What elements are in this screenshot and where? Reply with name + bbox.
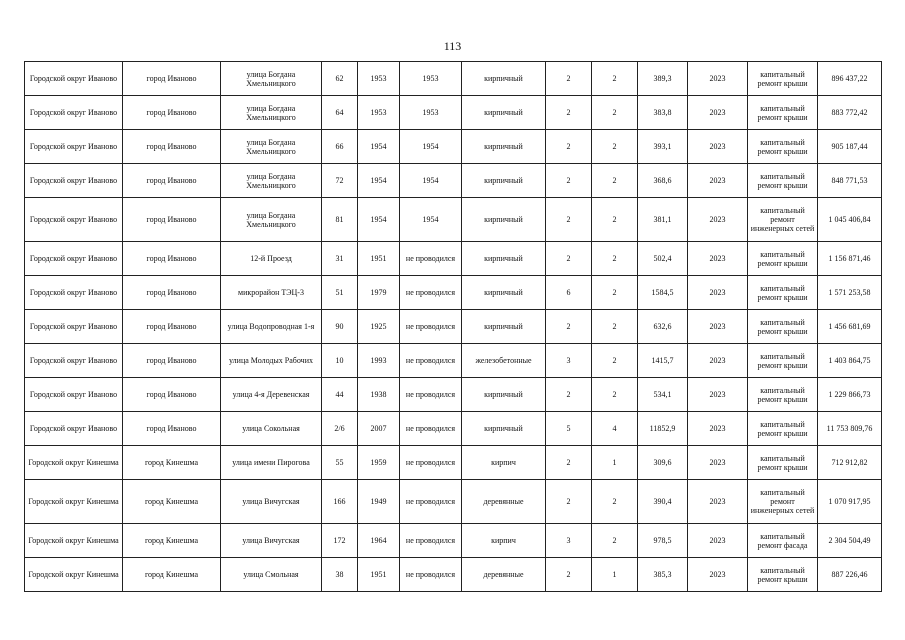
cell-area: 385,3 [638, 558, 688, 592]
cell-work-type: капитальный ремонт крыши [748, 412, 818, 446]
cell-work-type: капитальный ремонт крыши [748, 378, 818, 412]
cell-plan-year: 2023 [688, 62, 748, 96]
cell-house-number: 51 [322, 276, 358, 310]
cell-plan-year: 2023 [688, 96, 748, 130]
cell-work-type: капитальный ремонт крыши [748, 558, 818, 592]
cell-municipality: Городской округ Иваново [25, 378, 123, 412]
cell-work-type: капитальный ремонт фасада [748, 524, 818, 558]
cell-build-year: 1953 [358, 96, 400, 130]
cell-street: улица Молодых Рабочих [221, 344, 322, 378]
cell-last-repair-year: не проводился [400, 412, 462, 446]
cell-entrances: 2 [592, 524, 638, 558]
table-row [25, 62, 882, 96]
cell-floors: 2 [546, 198, 592, 242]
cell-street: микрорайон ТЭЦ-3 [221, 276, 322, 310]
cell-plan-year: 2023 [688, 378, 748, 412]
cell-wall-material: кирпичный [462, 164, 546, 198]
cell-house-number: 64 [322, 96, 358, 130]
cell-work-type: капитальный ремонт крыши [748, 130, 818, 164]
cell-municipality: Городской округ Иваново [25, 412, 123, 446]
table-row [25, 276, 882, 310]
cell-plan-year: 2023 [688, 480, 748, 524]
cell-area: 534,1 [638, 378, 688, 412]
cell-cost: 712 912,82 [818, 446, 882, 480]
cell-plan-year: 2023 [688, 310, 748, 344]
cell-street: улица 4-я Деревенская [221, 378, 322, 412]
cell-last-repair-year: 1954 [400, 130, 462, 164]
cell-cost: 1 070 917,95 [818, 480, 882, 524]
cell-last-repair-year: не проводился [400, 276, 462, 310]
cell-plan-year: 2023 [688, 344, 748, 378]
cell-area: 368,6 [638, 164, 688, 198]
cell-area: 1584,5 [638, 276, 688, 310]
cell-floors: 2 [546, 164, 592, 198]
table-row [25, 446, 882, 480]
cell-area: 978,5 [638, 524, 688, 558]
cell-entrances: 2 [592, 198, 638, 242]
cell-house-number: 66 [322, 130, 358, 164]
cell-plan-year: 2023 [688, 242, 748, 276]
cell-wall-material: кирпичный [462, 412, 546, 446]
cell-last-repair-year: не проводился [400, 480, 462, 524]
cell-plan-year: 2023 [688, 558, 748, 592]
cell-municipality: Городской округ Иваново [25, 198, 123, 242]
cell-cost: 848 771,53 [818, 164, 882, 198]
cell-house-number: 172 [322, 524, 358, 558]
cell-entrances: 2 [592, 96, 638, 130]
cell-cost: 1 045 406,84 [818, 198, 882, 242]
cell-street: улица Водопроводная 1-я [221, 310, 322, 344]
cell-municipality: Городской округ Иваново [25, 96, 123, 130]
cell-settlement: город Иваново [123, 344, 221, 378]
cell-settlement: город Иваново [123, 164, 221, 198]
cell-plan-year: 2023 [688, 412, 748, 446]
cell-house-number: 10 [322, 344, 358, 378]
cell-street: улица Смольная [221, 558, 322, 592]
cell-work-type: капитальный ремонт крыши [748, 164, 818, 198]
cell-municipality: Городской округ Иваново [25, 62, 123, 96]
cell-work-type: капитальный ремонт инженерных сетей [748, 480, 818, 524]
cell-plan-year: 2023 [688, 524, 748, 558]
cell-settlement: город Иваново [123, 412, 221, 446]
cell-house-number: 72 [322, 164, 358, 198]
cell-house-number: 62 [322, 62, 358, 96]
housing-repair-table [24, 61, 882, 592]
cell-cost: 11 753 809,76 [818, 412, 882, 446]
cell-entrances: 2 [592, 310, 638, 344]
cell-settlement: город Кинешма [123, 480, 221, 524]
cell-area: 309,6 [638, 446, 688, 480]
cell-cost: 896 437,22 [818, 62, 882, 96]
cell-wall-material: кирпичный [462, 378, 546, 412]
cell-build-year: 1951 [358, 242, 400, 276]
cell-last-repair-year: 1953 [400, 62, 462, 96]
cell-build-year: 1949 [358, 480, 400, 524]
cell-entrances: 2 [592, 62, 638, 96]
cell-house-number: 2/6 [322, 412, 358, 446]
cell-build-year: 1951 [358, 558, 400, 592]
table-row [25, 96, 882, 130]
cell-entrances: 2 [592, 378, 638, 412]
cell-cost: 1 403 864,75 [818, 344, 882, 378]
cell-area: 393,1 [638, 130, 688, 164]
cell-street: улица Сокольная [221, 412, 322, 446]
cell-floors: 2 [546, 130, 592, 164]
cell-street: улица Богдана Хмельницкого [221, 62, 322, 96]
cell-settlement: город Иваново [123, 310, 221, 344]
cell-last-repair-year: не проводился [400, 310, 462, 344]
table-row [25, 242, 882, 276]
table-row [25, 198, 882, 242]
cell-wall-material: деревянные [462, 558, 546, 592]
cell-cost: 1 156 871,46 [818, 242, 882, 276]
cell-build-year: 1959 [358, 446, 400, 480]
cell-work-type: капитальный ремонт крыши [748, 344, 818, 378]
cell-wall-material: кирпичный [462, 310, 546, 344]
cell-house-number: 166 [322, 480, 358, 524]
cell-floors: 3 [546, 344, 592, 378]
cell-street: 12-й Проезд [221, 242, 322, 276]
cell-area: 381,1 [638, 198, 688, 242]
cell-floors: 5 [546, 412, 592, 446]
cell-municipality: Городской округ Иваново [25, 344, 123, 378]
table-row [25, 378, 882, 412]
cell-build-year: 1938 [358, 378, 400, 412]
cell-house-number: 38 [322, 558, 358, 592]
table-row [25, 524, 882, 558]
cell-entrances: 2 [592, 480, 638, 524]
cell-area: 383,8 [638, 96, 688, 130]
cell-floors: 2 [546, 242, 592, 276]
table-row [25, 480, 882, 524]
cell-floors: 2 [546, 62, 592, 96]
cell-settlement: город Иваново [123, 62, 221, 96]
cell-work-type: капитальный ремонт крыши [748, 310, 818, 344]
cell-cost: 1 456 681,69 [818, 310, 882, 344]
table-row [25, 164, 882, 198]
cell-plan-year: 2023 [688, 198, 748, 242]
cell-house-number: 31 [322, 242, 358, 276]
cell-wall-material: кирпич [462, 446, 546, 480]
cell-wall-material: железобетонные [462, 344, 546, 378]
cell-build-year: 2007 [358, 412, 400, 446]
cell-wall-material: кирпич [462, 524, 546, 558]
cell-build-year: 1964 [358, 524, 400, 558]
cell-settlement: город Иваново [123, 130, 221, 164]
cell-last-repair-year: не проводился [400, 524, 462, 558]
cell-cost: 2 304 504,49 [818, 524, 882, 558]
cell-settlement: город Кинешма [123, 446, 221, 480]
cell-cost: 905 187,44 [818, 130, 882, 164]
cell-municipality: Городской округ Кинешма [25, 558, 123, 592]
cell-cost: 1 229 866,73 [818, 378, 882, 412]
cell-build-year: 1954 [358, 130, 400, 164]
cell-entrances: 2 [592, 130, 638, 164]
cell-cost: 883 772,42 [818, 96, 882, 130]
cell-wall-material: деревянные [462, 480, 546, 524]
cell-work-type: капитальный ремонт крыши [748, 446, 818, 480]
cell-work-type: капитальный ремонт крыши [748, 276, 818, 310]
cell-floors: 3 [546, 524, 592, 558]
cell-plan-year: 2023 [688, 130, 748, 164]
cell-area: 390,4 [638, 480, 688, 524]
cell-entrances: 2 [592, 344, 638, 378]
table-row [25, 412, 882, 446]
cell-municipality: Городской округ Иваново [25, 130, 123, 164]
cell-floors: 2 [546, 96, 592, 130]
cell-settlement: город Кинешма [123, 524, 221, 558]
cell-wall-material: кирпичный [462, 62, 546, 96]
cell-build-year: 1953 [358, 62, 400, 96]
cell-house-number: 55 [322, 446, 358, 480]
cell-wall-material: кирпичный [462, 130, 546, 164]
cell-area: 11852,9 [638, 412, 688, 446]
cell-settlement: город Иваново [123, 96, 221, 130]
cell-municipality: Городской округ Кинешма [25, 446, 123, 480]
cell-area: 502,4 [638, 242, 688, 276]
cell-build-year: 1925 [358, 310, 400, 344]
cell-last-repair-year: 1953 [400, 96, 462, 130]
cell-wall-material: кирпичный [462, 276, 546, 310]
cell-entrances: 4 [592, 412, 638, 446]
cell-entrances: 1 [592, 446, 638, 480]
cell-cost: 887 226,46 [818, 558, 882, 592]
cell-wall-material: кирпичный [462, 242, 546, 276]
cell-municipality: Городской округ Кинешма [25, 524, 123, 558]
cell-floors: 6 [546, 276, 592, 310]
cell-floors: 2 [546, 310, 592, 344]
cell-street: улица Вичугская [221, 480, 322, 524]
cell-floors: 2 [546, 480, 592, 524]
cell-last-repair-year: не проводился [400, 242, 462, 276]
cell-cost: 1 571 253,58 [818, 276, 882, 310]
cell-settlement: город Иваново [123, 378, 221, 412]
table-row [25, 344, 882, 378]
cell-last-repair-year: 1954 [400, 164, 462, 198]
table-row [25, 310, 882, 344]
cell-area: 389,3 [638, 62, 688, 96]
cell-entrances: 2 [592, 242, 638, 276]
cell-wall-material: кирпичный [462, 198, 546, 242]
cell-build-year: 1954 [358, 198, 400, 242]
cell-municipality: Городской округ Иваново [25, 276, 123, 310]
cell-last-repair-year: 1954 [400, 198, 462, 242]
cell-settlement: город Иваново [123, 242, 221, 276]
cell-work-type: капитальный ремонт крыши [748, 62, 818, 96]
cell-street: улица Вичугская [221, 524, 322, 558]
cell-municipality: Городской округ Иваново [25, 164, 123, 198]
cell-house-number: 90 [322, 310, 358, 344]
cell-plan-year: 2023 [688, 164, 748, 198]
cell-street: улица Богдана Хмельницкого [221, 130, 322, 164]
cell-street: улица Богдана Хмельницкого [221, 198, 322, 242]
cell-last-repair-year: не проводился [400, 378, 462, 412]
cell-floors: 2 [546, 446, 592, 480]
cell-work-type: капитальный ремонт крыши [748, 242, 818, 276]
cell-municipality: Городской округ Кинешма [25, 480, 123, 524]
cell-entrances: 2 [592, 276, 638, 310]
page-number: 113 [443, 39, 462, 53]
cell-area: 1415,7 [638, 344, 688, 378]
table-row [25, 130, 882, 164]
cell-work-type: капитальный ремонт крыши [748, 96, 818, 130]
cell-build-year: 1954 [358, 164, 400, 198]
cell-build-year: 1979 [358, 276, 400, 310]
cell-plan-year: 2023 [688, 446, 748, 480]
cell-wall-material: кирпичный [462, 96, 546, 130]
cell-house-number: 81 [322, 198, 358, 242]
cell-municipality: Городской округ Иваново [25, 310, 123, 344]
cell-street: улица Богдана Хмельницкого [221, 96, 322, 130]
cell-settlement: город Иваново [123, 198, 221, 242]
cell-settlement: город Кинешма [123, 558, 221, 592]
cell-street: улица имени Пирогова [221, 446, 322, 480]
cell-work-type: капитальный ремонт инженерных сетей [748, 198, 818, 242]
cell-last-repair-year: не проводился [400, 446, 462, 480]
cell-floors: 2 [546, 378, 592, 412]
cell-last-repair-year: не проводился [400, 344, 462, 378]
cell-area: 632,6 [638, 310, 688, 344]
cell-last-repair-year: не проводился [400, 558, 462, 592]
cell-municipality: Городской округ Иваново [25, 242, 123, 276]
cell-floors: 2 [546, 558, 592, 592]
cell-entrances: 1 [592, 558, 638, 592]
cell-build-year: 1993 [358, 344, 400, 378]
cell-entrances: 2 [592, 164, 638, 198]
table-row [25, 558, 882, 592]
cell-street: улица Богдана Хмельницкого [221, 164, 322, 198]
cell-settlement: город Иваново [123, 276, 221, 310]
cell-plan-year: 2023 [688, 276, 748, 310]
cell-house-number: 44 [322, 378, 358, 412]
